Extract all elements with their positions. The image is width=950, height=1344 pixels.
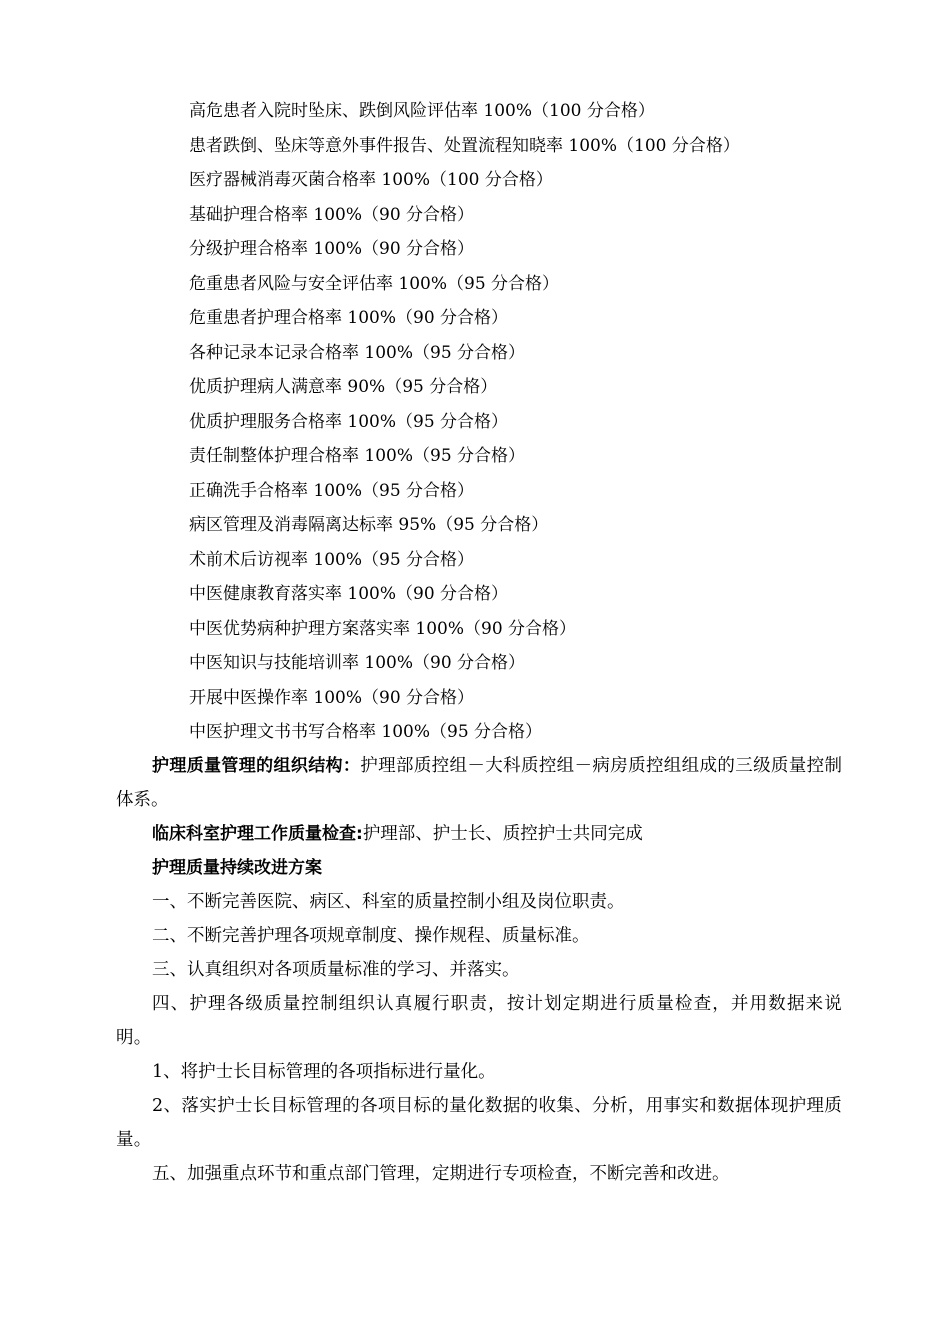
indicator-item: 危重患者护理合格率 100%（90 分合格） <box>189 308 509 328</box>
improvement-heading-paragraph <box>116 851 842 885</box>
indicator-item: 责任制整体护理合格率 100%（95 分合格） <box>189 446 526 466</box>
org-structure-label: 护理质量管理的组织结构： <box>152 756 361 776</box>
indicator-item: 危重患者风险与安全评估率 100%（95 分合格） <box>189 273 560 294</box>
indicator-item: 基础护理合格率 100%（90 分合格） <box>189 204 475 225</box>
indicator-item: 医疗器械消毒灭菌合格率 100%（100 分合格） <box>189 170 553 190</box>
indicator-item: 优质护理服务合格率 100%（95 分合格） <box>189 411 509 432</box>
improvement-item: 三、认真组织对各项质量标准的学习、并落实。 <box>152 960 520 980</box>
improvement-item: 1、将护士长目标管理的各项指标进行量化。 <box>152 1062 496 1082</box>
indicator-item: 高危患者入院时坠床、跌倒风险评估率 100%（100 分合格） <box>189 101 655 121</box>
improvement-item: 一、不断完善医院、病区、科室的质量控制小组及岗位职责。 <box>152 892 625 912</box>
improvement-item: 四、护理各级质量控制组织认真履行职责，按计划定期进行质量检查，并用数据来说明。 <box>116 994 842 1048</box>
org-structure-paragraph <box>116 749 842 817</box>
indicator-item: 开展中医操作率 100%（90 分合格） <box>189 687 475 708</box>
indicator-item: 病区管理及消毒隔离达标率 95%（95 分合格） <box>189 515 549 535</box>
improvement-item: 二、不断完善护理各项规章制度、操作规程、质量标准。 <box>152 926 590 946</box>
inspection-text: 护理部、护士长、质控护士共同完成 <box>362 824 643 844</box>
indicator-item: 术前术后访视率 100%（95 分合格） <box>189 549 475 570</box>
indicator-item: 患者跌倒、坠床等意外事件报告、处置流程知晓率 100%（100 分合格） <box>189 135 740 156</box>
improvement-item: 五、加强重点环节和重点部门管理，定期进行专项检查，不断完善和改进。 <box>152 1164 730 1184</box>
body-text <box>116 749 842 1191</box>
indicator-item: 正确洗手合格率 100%（95 分合格） <box>189 480 475 501</box>
inspection-paragraph <box>116 817 842 851</box>
indicator-item: 中医护理文书书写合格率 100%（95 分合格） <box>189 722 543 742</box>
indicator-item: 中医知识与技能培训率 100%（90 分合格） <box>189 653 526 673</box>
indicator-item: 中医健康教育落实率 100%（90 分合格） <box>189 584 509 604</box>
improvement-item: 2、落实护士长目标管理的各项目标的量化数据的收集、分析，用事实和数据体现护理质量。 <box>116 1096 842 1150</box>
indicator-item: 分级护理合格率 100%（90 分合格） <box>189 239 475 259</box>
improvement-heading: 护理质量持续改进方案 <box>152 858 322 878</box>
indicator-item: 各种记录本记录合格率 100%（95 分合格） <box>189 342 526 363</box>
org-structure-text: 护理部质控组－大科质控组－病房质控组组成的三级质量控制体系。 <box>116 756 843 810</box>
indicator-item: 中医优势病种护理方案落实率 100%（90 分合格） <box>189 618 577 639</box>
quality-indicator-list <box>189 94 740 750</box>
inspection-label: 临床科室护理工作质量检查: <box>152 824 363 844</box>
indicator-item: 优质护理病人满意率 90%（95 分合格） <box>189 377 498 397</box>
